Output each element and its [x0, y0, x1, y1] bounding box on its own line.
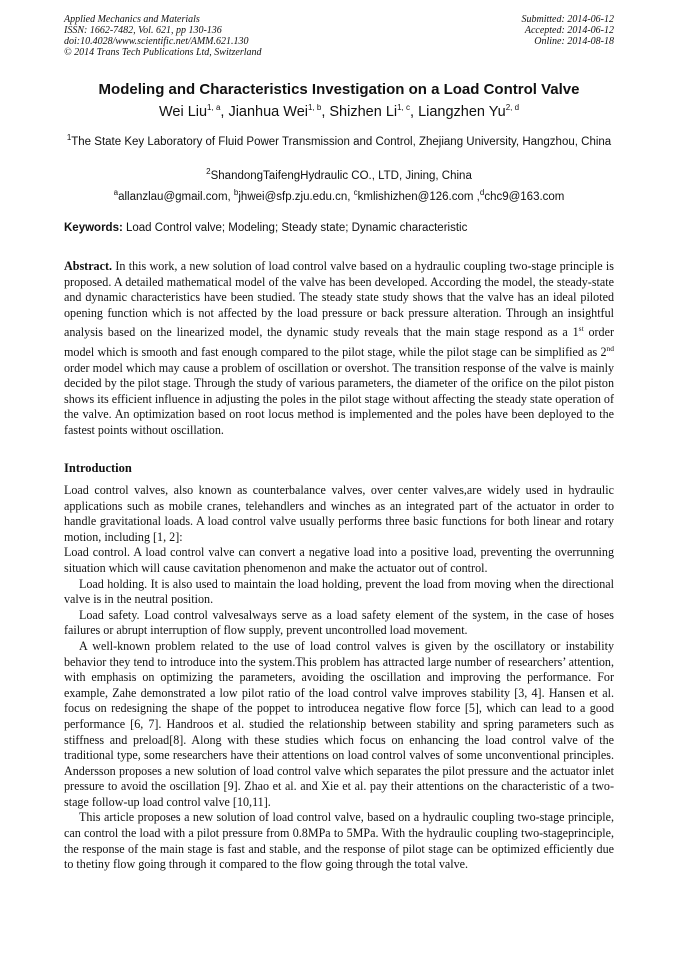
author-sup: 1, b: [307, 103, 322, 112]
doi: doi:10.4028/www.scientific.net/AMM.621.130: [64, 36, 249, 47]
superscript: nd: [606, 344, 614, 353]
paragraph: Load control valves, also known as counterbalance valves, over center valves,are widely used in hydraulic applications such as mobile cranes, telehandlers and winches as an integrated part of the actuator in order to handle gravitational loads. A load control valve usually performs three basic functions for both linear and rotary motion, including [1, 2]:: [64, 483, 614, 544]
email: jhwei@sfp.zju.edu.cn,: [238, 190, 354, 203]
publication-dates: [522, 14, 615, 47]
affiliation-sup: 1: [66, 133, 72, 142]
journal-info: [64, 14, 262, 58]
author-name: Shizhen Li: [329, 103, 398, 120]
submitted-date: Submitted: 2014-06-12: [521, 14, 614, 25]
email-sup: a: [113, 188, 119, 197]
keywords-text: Load Control valve; Modeling; Steady state; Dynamic characteristic: [126, 222, 468, 234]
affiliation-text: The State Key Laboratory of Fluid Power Transmission and Control, Zhejiang University, Hangzhou, China: [71, 135, 612, 148]
superscript: st: [578, 324, 584, 334]
paragraph: Load safety. Load control valvesalways serve as a load safety element of the system, in the case of hoses failures or abrupt interruption of flow supply, prevent uncontrolled load movement.: [64, 607, 614, 638]
email-sup: b: [233, 188, 239, 197]
author-list: Wei Liu$^{1, a}$, Jianhua Wei$^{1, b}$, Shizhen Li$^{1, c}$, Liangzhen Yu$^{2, d}$: [158, 103, 520, 120]
accepted-date: Accepted: 2014-06-12: [524, 25, 614, 36]
abstract-label: Abstract.: [64, 259, 113, 273]
author-sup: 2, d: [505, 103, 520, 112]
abstract-text: order model which may cause a problem of oscillation or overshot. The transition response of the valve is mainly decided by the pilot stage. Through the study of various parameters, the diameter of the orifice on the pilot piston shows its efficient influence in adjusting the poles in the pilot stage without affecting the steady state operation of the valve. An optimization based on root locus method is implemented and the poles have been deployed to the fastest points without oscillation.: [64, 360, 614, 437]
email-sup: d: [479, 188, 485, 197]
affiliation-2: [64, 165, 614, 183]
introduction-heading: Introduction: [64, 461, 132, 475]
paragraph: A well-known problem related to the use of load control valves is given by the oscillatory or instability behavior they tend to introduce into the system.This problem has attracted large number of researchers’ attention, with emphasis on optimizing the parameters, avoiding the oscillation and improving the performance. For example, Zahe demonstrated a low pilot ratio of the load control valve improves stability [3, 4]. Hansen et al. focus on redesigning the shape of the poppet to introducea negative flow force [5], which can lead to a good performance [6, 7]. Handroos et al. studied the relationship between stability and spring parameters such as stiffness and preload[8]. Along with these studies which focus on enhancing the load control valve of the traditional type, some researchers have their attentions on load control valves of some unconventional principles. Andersson proposes a new solution of load control valve which separates the pilot pressure and the actuator inlet pressure to avoid the oscillation [9]. Zhao et al. and Xie et al. pay their attentions on the characteristic of a two-stage follow-up load control valve [10,11].: [64, 638, 614, 809]
abstract: [64, 259, 614, 439]
paragraph: This article proposes a new solution of load control valve, based on a hydraulic coupling two-stage principle, can control the load with a pilot pressure from 0.8MPa to 5MPa. With the hydraulic coupling two-stageprinciple, the response of the main stage is fast and stable, and the response of pilot stage can be optimized efficiently due to thetiny flow going through it compared to the flow going through the total valve.: [64, 810, 614, 872]
issn: ISSN: 1662-7482, Vol. 621, pp 130-136: [64, 25, 222, 36]
author-sup: 1, a: [207, 103, 221, 112]
abstract-text: order model which is smooth and fast enough compared to the pilot stage, while the pilot stage can be simplified as 2: [64, 325, 614, 360]
paragraph: Load control. A load control valve can convert a negative load into a positive load, preventing the overrunning situation which will cause cavitation phenomenon and make the actuator out of control.: [64, 545, 614, 575]
paper-title: Modeling and Characteristics Investigation on a Load Control Valve: [98, 81, 580, 98]
introduction-body: [64, 483, 614, 873]
author-name: Liangzhen Yu: [418, 103, 506, 120]
keywords: [64, 222, 614, 234]
affiliation-1: [64, 131, 614, 149]
keywords-label: Keywords:: [64, 222, 123, 234]
affiliation-text: ShandongTaifengHydraulic CO., LTD, Jining, China: [210, 169, 472, 182]
abstract-text: In this work, a new solution of load control valve based on a hydraulic coupling two-stage principle is proposed. A detailed mathematical model of the valve has been developed. According the model, the steady-state and dynamic characteristics have been studied. The steady state study shows that the valve has an ideal piloted opening function which is not affected by the load pressure or back pressure alteration. Through an insightful analysis based on the linearized model, the dynamic study reveals that the main stage respond as a 1: [64, 259, 615, 340]
author-name: Wei Liu: [158, 103, 208, 120]
email: kmlishizhen@126.com ,: [357, 190, 480, 203]
email-sup: c: [353, 188, 358, 197]
email: allanzlau@gmail.com,: [118, 190, 234, 203]
online-date: Online: 2014-08-18: [534, 36, 614, 47]
paragraph: Load holding. It is also used to maintain the load holding, prevent the load from moving when the directional valve is in the neutral position.: [64, 576, 614, 607]
copyright: © 2014 Trans Tech Publications Ltd, Switzerland: [64, 47, 262, 58]
email: chc9@163.com: [484, 190, 565, 203]
affiliation-sup: 2: [206, 167, 211, 176]
author-name: Jianhua Wei: [228, 103, 308, 120]
author-sup: 1, c: [397, 103, 411, 112]
email-list: [40, 188, 638, 203]
journal-name: Applied Mechanics and Materials: [64, 14, 200, 25]
